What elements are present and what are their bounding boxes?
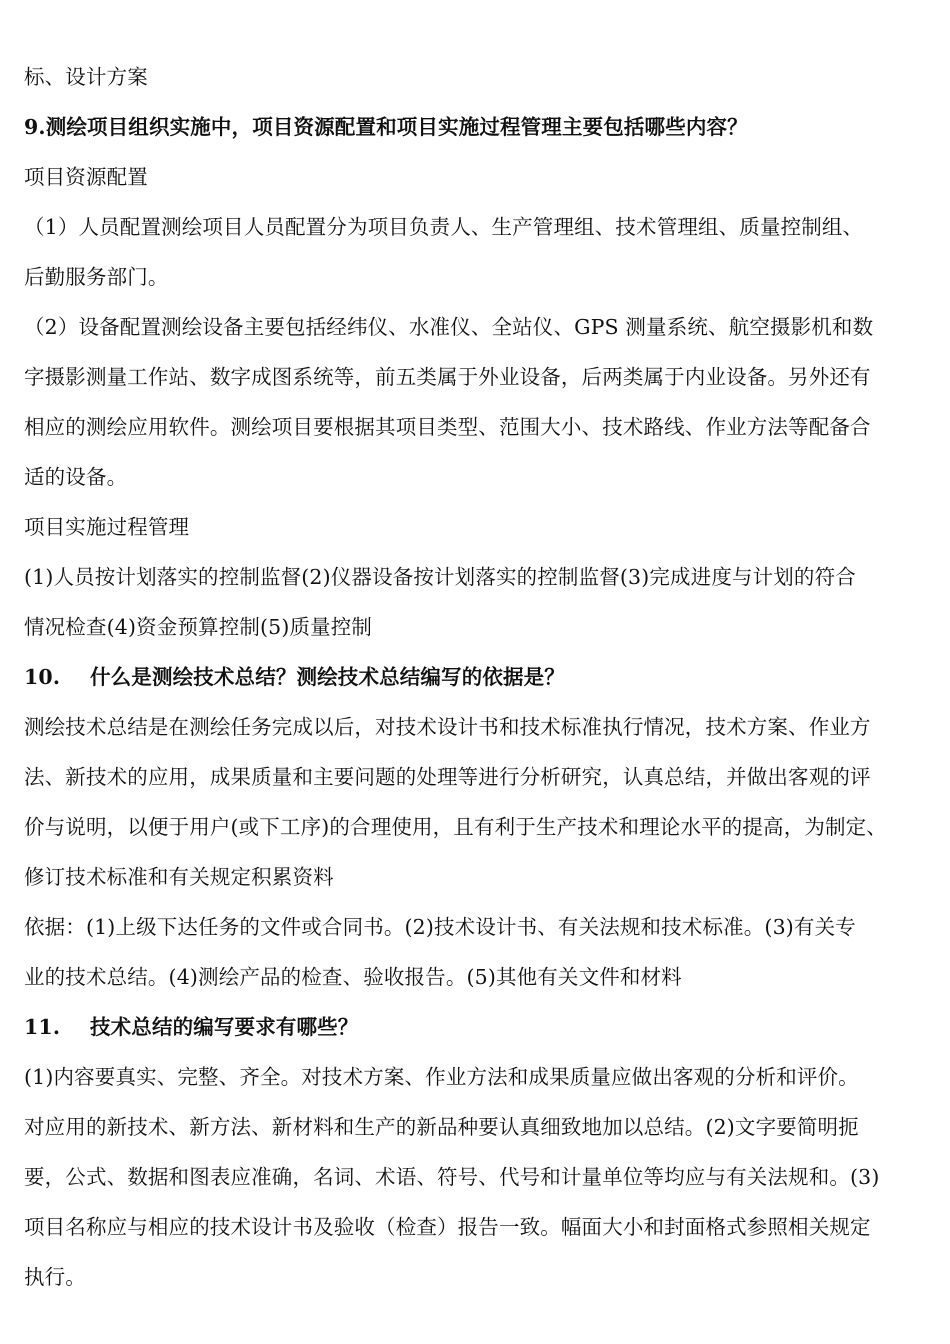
text-line: 执行。: [24, 1265, 86, 1289]
question-text: 什么是测绘技术总结？测绘技术总结编写的依据是？: [90, 665, 565, 689]
question-number: 10.: [24, 665, 61, 689]
text-line: 项目名称应与相应的技术设计书及验收（检查）报告一致。幅面大小和封面格式参照相关规定: [24, 1215, 871, 1239]
question-heading: [24, 1002, 930, 1052]
section-label: 项目资源配置: [24, 165, 148, 189]
document-page: [24, 52, 930, 1302]
text-line: 依据：(1)上级下达任务的文件或合同书。(2)技术设计书、有关法规和技术标准。(3)有关专: [24, 915, 856, 939]
text-line: 测绘技术总结是在测绘任务完成以后，对技术设计书和技术标准执行情况，技术方案、作业方: [24, 715, 871, 739]
text-line: (1)人员按计划落实的控制监督(2)仪器设备按计划落实的控制监督(3)完成进度与计划的符合: [24, 565, 856, 589]
question-heading: 9.测绘项目组织实施中，项目资源配置和项目实施过程管理主要包括哪些内容？: [24, 115, 748, 139]
question-text: 技术总结的编写要求有哪些？: [90, 1015, 359, 1039]
text-line: 字摄影测量工作站、数字成图系统等，前五类属于外业设备，后两类属于内业设备。另外还有: [24, 365, 871, 389]
text-line: 业的技术总结。(4)测绘产品的检查、验收报告。(5)其他有关文件和材料: [24, 965, 682, 989]
text-line: (1)内容要真实、完整、齐全。对技术方案、作业方法和成果质量应做出客观的分析和评价。: [24, 1065, 859, 1089]
text-line: 修订技术标准和有关规定积累资料: [24, 865, 334, 889]
text-line: 适的设备。: [24, 465, 128, 489]
section-label: 项目实施过程管理: [24, 515, 190, 539]
text-line: 法、新技术的应用，成果质量和主要问题的处理等进行分析研究，认真总结，并做出客观的评: [24, 765, 871, 789]
text-line: 要，公式、数据和图表应准确，名词、术语、符号、代号和计量单位等均应与有关法规和。(3): [24, 1165, 880, 1189]
text-line: 后勤服务部门。: [24, 265, 169, 289]
text-line: 价与说明，以便于用户(或下工序)的合理使用，且有利于生产技术和理论水平的提高，为制定、: [24, 815, 887, 839]
text-line: （2）设备配置测绘设备主要包括经纬仪、水准仪、全站仪、GPS 测量系统、航空摄影机和数: [24, 315, 874, 339]
text-line: 标、设计方案: [24, 65, 148, 89]
question-heading: [24, 652, 930, 702]
text-line: 相应的测绘应用软件。测绘项目要根据其项目类型、范围大小、技术路线、作业方法等配备合: [24, 415, 871, 439]
text-line: 对应用的新技术、新方法、新材料和生产的新品种要认真细致地加以总结。(2)文字要简明扼: [24, 1115, 859, 1139]
text-line: （1）人员配置测绘项目人员配置分为项目负责人、生产管理组、技术管理组、质量控制组、: [24, 215, 864, 239]
text-line: 情况检查(4)资金预算控制(5)质量控制: [24, 615, 373, 639]
question-number: 11.: [24, 1015, 61, 1039]
